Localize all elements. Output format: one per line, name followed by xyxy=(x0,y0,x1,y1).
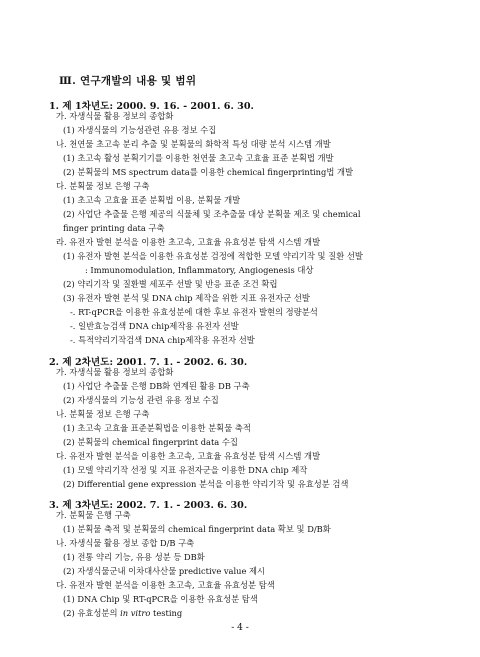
list-item: -. 일반효능검색 DNA chip제작용 유전자 선발 xyxy=(70,321,239,331)
list-item: (1) 분획물 축적 및 분획물의 chemical fingerprint data 확보 및 D/B화 xyxy=(63,524,331,534)
list-item: : Immunomodulation, Inflammatory, Angiogenesis 대상 xyxy=(85,265,314,275)
list-item: 라. 유전자 발현 분석을 이용한 초고속, 고효율 유효성분 탐색 시스템 개발 xyxy=(56,237,321,247)
list-item: (2) 자생식물의 기능성 관련 유용 정보 수집 xyxy=(63,395,219,405)
list-item: (3) 유전자 발현 분석 및 DNA chip 제작을 위한 지표 유전자군 선발 xyxy=(63,293,310,303)
list-item: 다. 유전자 발현 분석을 이용한 초고속, 고효율 유효성분 탐색 xyxy=(56,580,275,590)
list-item: 가. 자생식물 활용 정보의 종합화 xyxy=(56,111,174,121)
list-item: (1) 초고속 활성 분획기기를 이용한 천연물 초고속 고효율 표준 분획법 개발 xyxy=(63,153,334,163)
section-heading: Ⅲ. 연구개발의 내용 및 범위 xyxy=(59,75,197,87)
list-item: (1) 유전자 발현 분석을 이용한 유효성분 검정에 적합한 모델 약리기작 및 질환 선발 xyxy=(63,251,363,261)
year2-title: 2. 제 2차년도: 2001. 7. 1. - 2002. 6. 30. xyxy=(49,357,248,368)
list-item: (2) 분획물의 MS spectrum data를 이용한 chemical fingerprinting법 개발 xyxy=(63,167,354,177)
list-item: (1) 초고속 고효율 표준분획법을 이용한 분획물 축적 xyxy=(63,423,251,433)
list-item: 나. 분획물 정보 은행 구축 xyxy=(56,409,150,419)
year1-title: 1. 제 1차년도: 2000. 9. 16. - 2001. 6. 30. xyxy=(49,101,254,112)
list-item: (2) 사업단 추출물 은행 제공의 식물체 및 조추출물 대상 분획물 제조 및 chemical xyxy=(63,209,361,219)
list-item: 가. 자생식물 활용 정보의 종합화 xyxy=(56,367,174,377)
list-item: (2) 분획물의 chemical fingerprint data 수집 xyxy=(63,437,238,447)
list-item: (1) 모델 약리기작 선정 및 지표 유전자군을 이용한 DNA chip 제작 xyxy=(63,465,308,475)
list-item: 나. 천연물 초고속 분리 추출 및 분획물의 화학적 특성 대량 분석 시스템 개발 xyxy=(56,139,331,149)
list-item-text: testing xyxy=(150,608,183,618)
list-item: (1) 초고속 고효율 표준 분획법 이용, 분획물 개발 xyxy=(63,195,241,205)
list-item: (1) DNA Chip 및 RT-qPCR을 이용한 유효성분 탐색 xyxy=(63,594,258,604)
list-item: finger printing data 구축 xyxy=(63,223,165,233)
list-item: (1) 자생식물의 기능성관련 유용 정보 수집 xyxy=(63,125,217,135)
page-number: - 4 - xyxy=(231,623,249,633)
list-item: 다. 유전자 발현 분석을 이용한 초고속, 고효율 유효성분 탐색 시스템 개발 xyxy=(56,451,321,461)
list-item: -. RT-qPCR을 이용한 유효성분에 대한 후보 유전자 발현의 정량분석 xyxy=(70,307,318,317)
list-item: (1) 전통 약리 기능, 유용 성분 등 DB화 xyxy=(63,552,205,562)
list-item: (1) 사업단 추출물 은행 DB화 연계된 활용 DB 구축 xyxy=(63,381,250,391)
list-item: (2) Differential gene expression 분석을 이용한 약리기작 및 유효성분 검색 xyxy=(63,479,349,489)
list-item-italic-text: in vitro xyxy=(120,608,151,618)
list-item: 다. 분획물 정보 은행 구축 xyxy=(56,181,150,191)
list-item xyxy=(63,609,182,617)
list-item: -. 특적약리기작검색 DNA chip제작용 유전자 선발 xyxy=(70,335,255,345)
list-item-text: (2) 유효성분의 xyxy=(63,608,121,618)
year3-title: 3. 제 3차년도: 2002. 7. 1. - 2003. 6. 30. xyxy=(49,500,248,511)
list-item: (2) 약리기작 및 질환별 세포주 선발 및 반응 표준 조건 확립 xyxy=(63,279,278,289)
list-item: 가. 분획물 은행 구축 xyxy=(56,510,131,520)
list-item: 나. 자생식물 활용 정보 종합 D/B 구축 xyxy=(56,538,195,548)
list-item: (2) 자생식물군내 이차대사산물 predictive value 제시 xyxy=(63,566,266,576)
